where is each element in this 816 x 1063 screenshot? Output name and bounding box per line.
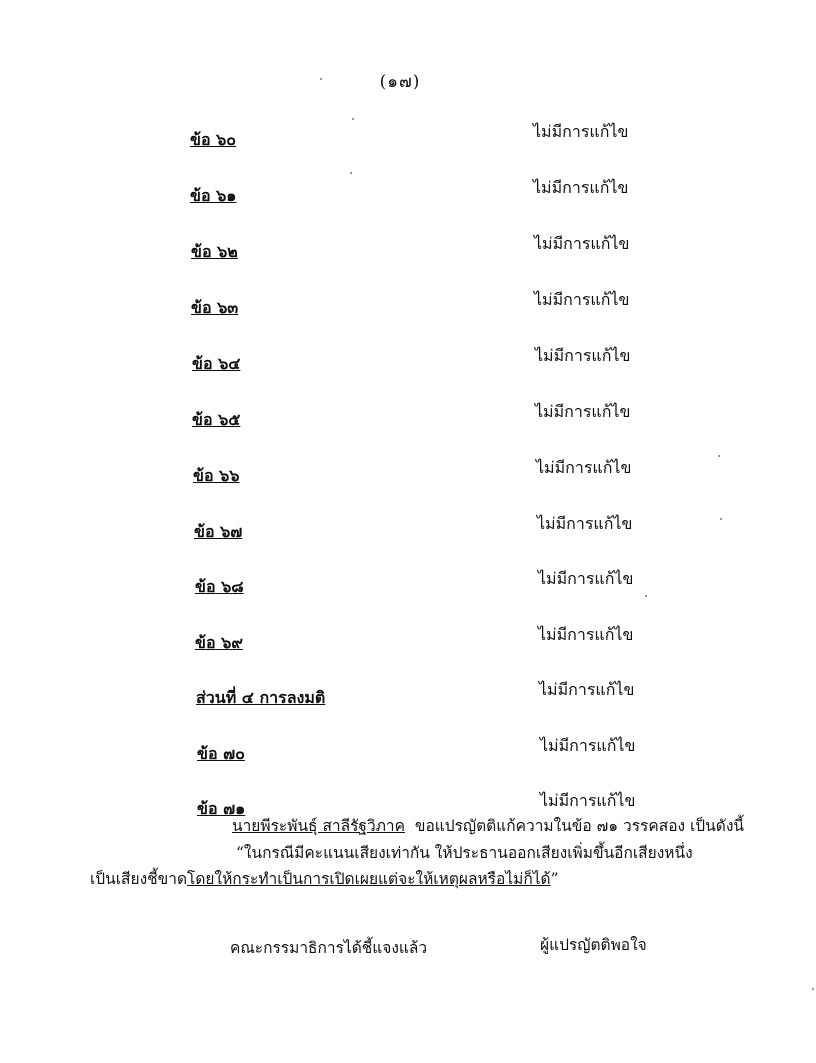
clause-label: ข้อ ๗๐ xyxy=(197,744,245,763)
scan-speck xyxy=(352,118,354,120)
clause-row xyxy=(190,178,750,210)
clause-label: ข้อ ๖๑ xyxy=(190,186,237,205)
clause-row xyxy=(191,290,751,322)
clause-label: ข้อ ๖๖ xyxy=(193,466,240,485)
proposer-note: ผู้แปรญัตติพอใจ xyxy=(540,936,647,954)
amendment-intro: ขอแปรญัตติแก้ความในข้อ ๗๑ วรรคสอง เป็นดังนี้ xyxy=(414,817,744,835)
section-status: ไม่มีการแก้ไข xyxy=(539,680,635,699)
clause-label: ข้อ ๖๘ xyxy=(195,577,244,596)
committee-note: คณะกรรมาธิการได้ชี้แจงแล้ว xyxy=(230,939,428,957)
section-row xyxy=(196,680,756,712)
clause-row xyxy=(194,514,754,546)
speaker-name: นายพีระพันธุ์ สาลีรัฐวิภาค xyxy=(232,817,405,835)
clause-row xyxy=(195,569,755,601)
clause-row xyxy=(192,346,752,378)
clause-label: ข้อ ๖๐ xyxy=(190,130,237,149)
clause-status: ไม่มีการแก้ไข xyxy=(537,514,633,533)
clause-label: ข้อ ๖๔ xyxy=(192,354,241,373)
clause-status: ไม่มีการแก้ไข xyxy=(533,178,629,197)
scan-speck xyxy=(320,78,322,80)
clause-status: ไม่มีการแก้ไข xyxy=(540,791,636,810)
clause-status: ไม่มีการแก้ไข xyxy=(538,625,634,644)
clause-row xyxy=(190,122,750,154)
page-number: (๑๗) xyxy=(379,72,421,92)
clause-status: ไม่มีการแก้ไข xyxy=(535,346,631,365)
clause-label: ข้อ ๖๗ xyxy=(194,522,243,541)
amendment-quote-line-2 xyxy=(90,866,559,891)
amendment-intro-line xyxy=(232,813,744,838)
scan-speck xyxy=(645,595,647,597)
clause-row xyxy=(195,625,755,657)
clause-label: ข้อ ๖๕ xyxy=(192,410,241,429)
clause-status: ไม่มีการแก้ไข xyxy=(535,402,631,421)
scan-speck xyxy=(718,455,720,457)
clause-label: ข้อ ๖๒ xyxy=(191,242,238,261)
scan-speck xyxy=(350,172,352,174)
scan-speck xyxy=(812,988,814,990)
clause-row xyxy=(191,234,751,266)
clause-status: ไม่มีการแก้ไข xyxy=(536,458,632,477)
clause-label: ข้อ ๖๓ xyxy=(191,298,239,317)
quote-close-mark: ” xyxy=(550,870,559,888)
section-label: ส่วนที่ ๔ การลงมติ xyxy=(196,688,326,707)
clause-status: ไม่มีการแก้ไข xyxy=(538,569,634,588)
clause-status: ไม่มีการแก้ไข xyxy=(540,736,636,755)
amendment-quote-line-1: “ในกรณีมีคะแนนเสียงเท่ากัน ให้ประธานออกเสียงเพิ่มขึ้นอีกเสียงหนึ่ง xyxy=(236,844,693,862)
clause-status: ไม่มีการแก้ไข xyxy=(533,122,629,141)
clause-label: ข้อ ๗๑ xyxy=(197,799,246,818)
quote-plain-text: เป็นเสียงชี้ขาด xyxy=(90,870,188,888)
clause-row xyxy=(193,458,753,490)
clause-status: ไม่มีการแก้ไข xyxy=(534,290,630,309)
clause-row xyxy=(192,402,752,434)
clause-label: ข้อ ๖๙ xyxy=(195,633,243,652)
scan-speck xyxy=(720,518,722,520)
clause-status: ไม่มีการแก้ไข xyxy=(534,234,630,253)
quote-underlined-text: โดยให้กระทำเป็นการเปิดเผยแต่จะให้เหตุผลหรือไม่ก็ได้ xyxy=(187,870,551,888)
clause-row xyxy=(197,736,757,768)
